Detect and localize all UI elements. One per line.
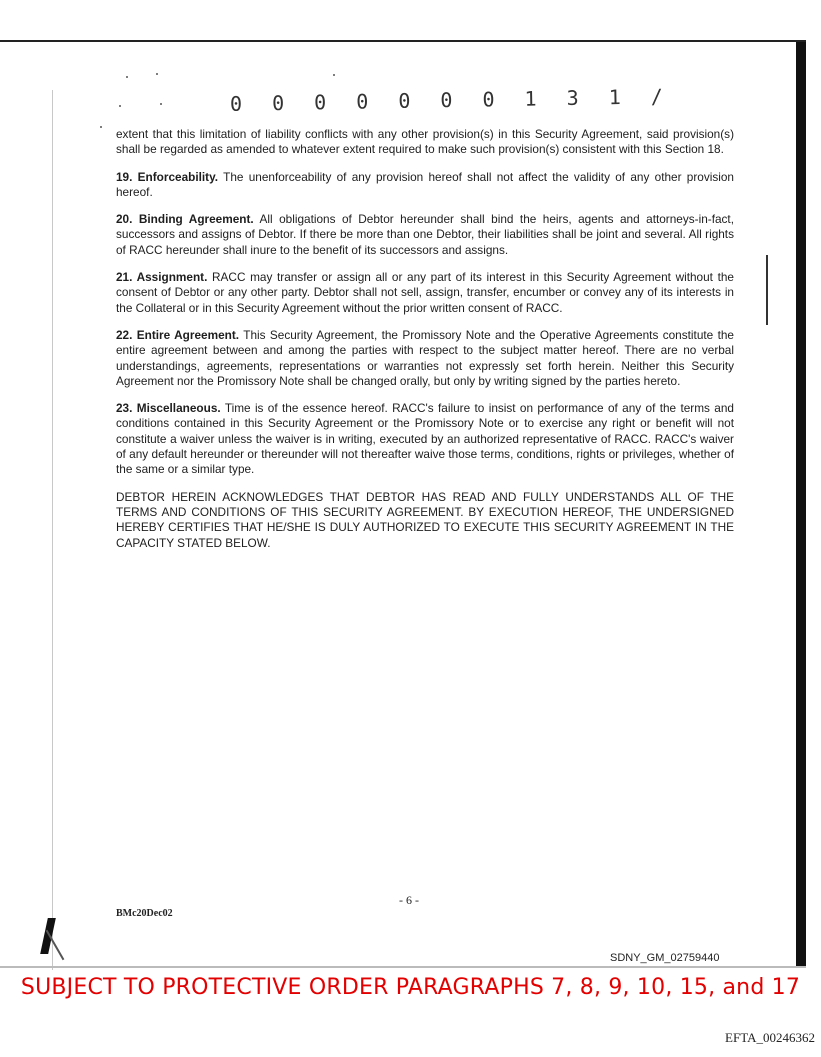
- paragraph-heading: 20. Binding Agreement.: [116, 212, 254, 227]
- efta-id: EFTA_00246362: [725, 1030, 815, 1045]
- protective-order-notice: SUBJECT TO PROTECTIVE ORDER PARAGRAPHS 7, 8, 9, 10, 15, and 17: [20, 975, 801, 1000]
- paragraph-text: DEBTOR HEREIN ACKNOWLEDGES THAT DEBTOR HAS READ AND FULLY UNDERSTANDS ALL OF THE TERMS AND CONDITIONS OF THIS SECURITY AGREEMENT. BY EXECUTION HEREOF, THE UNDERSIGNED HEREBY CERTIFIES THAT HE/SHE IS DULY AUTHORIZED TO EXECUTE THIS SECURITY AGREEMENT IN THE CAPACITY STATED BELOW.: [116, 489, 734, 550]
- top-scan-border: [0, 40, 806, 42]
- page-number: - 6 -: [399, 893, 419, 907]
- right-scan-border: [796, 42, 806, 966]
- paragraph-text: All obligations of Debtor hereunder shall bind the heirs, agents and attorneys-in-fact, successors and assigns of Debtor. If there be more than one Debtor, their liabilities shall be joint and several. All rights of RACC hereunder shall inure to the benefit of its successors and assigns.: [116, 212, 734, 257]
- document-body: [116, 127, 734, 563]
- scan-speck: [100, 126, 102, 128]
- paragraph-19: [116, 170, 734, 201]
- paragraph-text: The unenforceability of any provision hereof shall not affect the validity of any other provision hereof.: [116, 169, 734, 199]
- paragraph-text: This Security Agreement, the Promissory Note and the Operative Agreements constitute the entire agreement between and among the parties with respect to the subject matter hereof. There are no verbal understandings, agreements, representations or warranties not expressly set forth herein. Neither this Security Agreement nor the Promissory Note shall be changed orally, but only by writing signed by the parties hereto.: [116, 327, 734, 388]
- paragraph-text: RACC may transfer or assign all or any part of its interest in this Security Agreement without the consent of Debtor or any other party. Debtor shall not sell, assign, transfer, encumber or convey any of its interests in the Collateral or in this Security Agreement without the prior written consent of RACC.: [116, 270, 734, 315]
- paragraph-21: [116, 270, 734, 316]
- scan-speck: [126, 76, 128, 78]
- paragraph-heading: 19. Enforceability.: [116, 169, 219, 184]
- acknowledgement-paragraph: [116, 490, 734, 551]
- right-scan-mark: [766, 255, 768, 325]
- paragraph-20: [116, 212, 734, 258]
- paragraph-heading: 21. Assignment.: [116, 270, 208, 285]
- bates-number-stamp: 0 0 0 0 0 0 0 1 3 1 /: [229, 84, 673, 116]
- scan-speck: [333, 74, 335, 76]
- bottom-scan-border: [0, 966, 806, 968]
- paragraph-text: Time is of the essence hereof. RACC's failure to insist on performance of any of the terms and conditions contained in this Security Agreement or the Promissory Note or to exercise any right or benefit will not constitute a waiver unless the waiver is in writing, executed by an authorized representative of RACC. RACC's waiver of any default hereunder or thereunder will not thereafter waive those terms, conditions, rights or privileges, whether of the same or a similar type.: [116, 401, 734, 477]
- paragraph-text: extent that this limitation of liability conflicts with any other provision(s) in this Security Agreement, said provision(s) shall be regarded as amended to whatever extent required to make such provision(s) consistent with this Section 18.: [116, 127, 734, 157]
- paragraph-heading: 23. Miscellaneous.: [116, 401, 221, 416]
- scan-speck: [156, 73, 158, 75]
- left-scan-edge: [52, 90, 53, 970]
- paragraph-18-continued: [116, 127, 734, 158]
- paragraph-22: [116, 328, 734, 389]
- sdny-bates-id: SDNY_GM_02759440: [610, 952, 720, 964]
- paragraph-23: [116, 401, 734, 477]
- scan-speck: [119, 105, 121, 107]
- document-code: BMc20Dec02: [116, 908, 173, 919]
- scan-speck: [160, 103, 162, 105]
- paragraph-heading: 22. Entire Agreement.: [116, 327, 240, 342]
